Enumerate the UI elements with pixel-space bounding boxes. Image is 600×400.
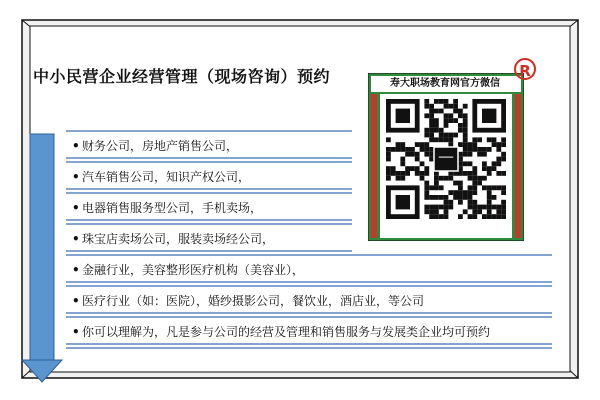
list-item-label: 医疗行业（如：医院），婚纱摄影公司，餐饮业，酒店业，等公司 [82, 294, 425, 308]
bullet-icon: • [72, 294, 80, 308]
list-item [72, 321, 556, 343]
list-item [72, 135, 356, 157]
list-item [72, 259, 556, 281]
bullet-icon: • [72, 201, 80, 215]
list-item [72, 290, 556, 312]
list-item [72, 228, 356, 250]
bullet-icon: • [72, 263, 80, 277]
list-item-label: 珠宝店卖场公司，服装卖场经公司， [82, 232, 275, 246]
list-item-label: 你可以理解为，凡是参与公司的经营及管理和销售服务与发展类企业均可预约 [82, 325, 491, 339]
list-item-label: 汽车销售公司，知识产权公司， [82, 170, 251, 184]
page-title: 中小民营企业经营管理（现场咨询）预约 [33, 67, 331, 86]
list-item-label: 电器销售服务型公司，手机卖场， [82, 201, 263, 215]
bullet-icon: • [72, 232, 80, 246]
qr-code-panel [368, 73, 524, 241]
list-item-label: 金融行业，美容整形医疗机构（美容业）， [82, 263, 305, 277]
bullet-icon: • [72, 170, 80, 184]
qr-caption: 寿大职场教育网官方微信 [390, 78, 500, 89]
registered-mark-icon: R [514, 58, 536, 80]
bullet-icon: • [72, 325, 80, 339]
list-item-label: 财务公司，房地产销售公司， [82, 139, 239, 153]
list-item [72, 166, 356, 188]
bullet-icon: • [72, 139, 80, 153]
list-item [72, 197, 356, 219]
